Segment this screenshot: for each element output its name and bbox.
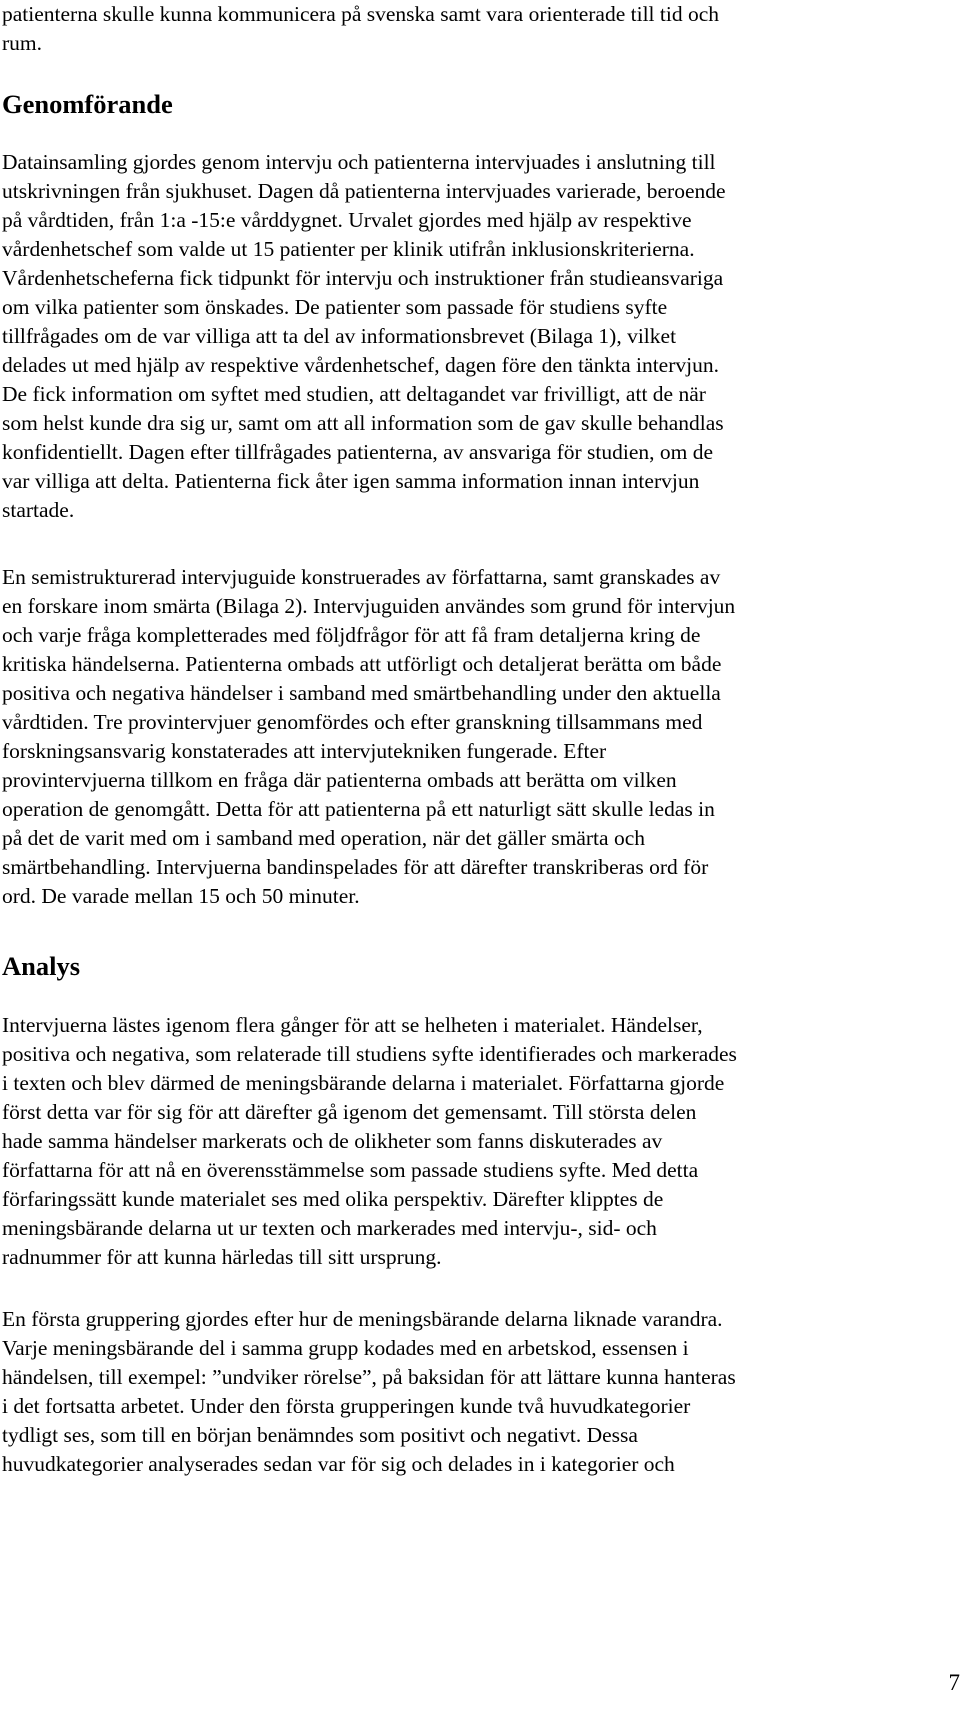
text-line: vårdenhetschef som valde ut 15 patienter per klinik utifrån inklusionskriterierna. bbox=[2, 237, 695, 261]
text-line: Varje meningsbärande del i samma grupp kodades med en arbetskod, essensen i bbox=[2, 1336, 689, 1360]
text-line: rum. bbox=[2, 31, 43, 55]
text-line: huvudkategorier analyserades sedan var för sig och delades in i kategorier och bbox=[2, 1452, 675, 1476]
section-heading-analys: Analys bbox=[2, 951, 81, 981]
text-line: förfaringssätt kunde materialet ses med olika perspektiv. Därefter klipptes de bbox=[2, 1187, 664, 1211]
text-line: operation de genomgått. Detta för att patienterna på ett naturligt sätt skulle ledas in bbox=[2, 797, 715, 821]
text-line: var villiga att delta. Patienterna fick åter igen samma information innan intervjun bbox=[2, 469, 700, 493]
text-line: först detta var för sig för att därefter gå igenom det gemensamt. Till största delen bbox=[2, 1100, 697, 1124]
text-line: tydligt ses, som till en början benämndes som positivt och negativt. Dessa bbox=[2, 1423, 638, 1447]
section-heading-genomforande: Genomförande bbox=[2, 89, 173, 119]
text-line: författarna för att nå en överensstämmelse som passade studiens syfte. Med detta bbox=[2, 1158, 699, 1182]
text-line: Vårdenhetscheferna fick tidpunkt för intervju och instruktioner från studieansvariga bbox=[2, 266, 724, 290]
text-line: delades ut med hjälp av respektive vårdenhetschef, dagen före den tänkta intervjun. bbox=[2, 353, 719, 377]
text-line: forskningsansvarig konstaterades att intervjutekniken fungerade. Efter bbox=[2, 739, 607, 763]
text-line: på det de varit med om i samband med operation, när det gäller smärta och bbox=[2, 826, 645, 850]
text-line: patienterna skulle kunna kommunicera på svenska samt vara orienterade till tid och bbox=[2, 2, 720, 26]
text-line: i texten och blev därmed de meningsbärande delarna i materialet. Författarna gjorde bbox=[2, 1071, 725, 1095]
text-line: En semistrukturerad intervjuguide konstruerades av författarna, samt granskades av bbox=[2, 565, 721, 589]
text-line: Datainsamling gjordes genom intervju och patienterna intervjuades i anslutning till bbox=[2, 150, 716, 174]
text-line: De fick information om syftet med studien, att deltagandet var frivilligt, att de när bbox=[2, 382, 706, 406]
text-line: händelsen, till exempel: ”undviker rörelse”, på baksidan för att lättare kunna hanteras bbox=[2, 1365, 736, 1389]
text-line: vårdtiden. Tre provintervjuer genomfördes och efter granskning tillsammans med bbox=[2, 710, 703, 734]
text-line: i det fortsatta arbetet. Under den första grupperingen kunde två huvudkategorier bbox=[2, 1394, 691, 1418]
text-line: startade. bbox=[2, 498, 75, 522]
text-line: på vårdtiden, från 1:a -15:e vårddygnet. Urvalet gjordes med hjälp av respektive bbox=[2, 208, 692, 232]
text-line: om vilka patienter som önskades. De patienter som passade för studiens syfte bbox=[2, 295, 668, 319]
text-line: kritiska händelserna. Patienterna ombads att utförligt och detaljerat berätta om både bbox=[2, 652, 722, 676]
text-line: En första gruppering gjordes efter hur de meningsbärande delarna liknade varandra. bbox=[2, 1307, 723, 1331]
text-line: provintervjuerna tillkom en fråga där patienterna ombads att berätta om vilken bbox=[2, 768, 677, 792]
text-line: positiva och negativa, som relaterade till studiens syfte identifierades och markerades bbox=[2, 1042, 737, 1066]
text-line: radnummer för att kunna härledas till sitt ursprung. bbox=[2, 1245, 442, 1269]
text-line: konfidentiellt. Dagen efter tillfrågades patienterna, av ansvariga för studien, om de bbox=[2, 440, 714, 464]
text-line: och varje fråga kompletterades med följdfrågor för att få fram detaljerna kring de bbox=[2, 623, 701, 647]
text-line: meningsbärande delarna ut ur texten och markerades med intervju-, sid- och bbox=[2, 1216, 657, 1240]
page-number: 7 bbox=[948, 1670, 960, 1695]
text-line: hade samma händelser markerats och de olikheter som fanns diskuterades av bbox=[2, 1129, 663, 1153]
text-line: smärtbehandling. Intervjuerna bandinspelades för att därefter transkriberas ord för bbox=[2, 855, 709, 879]
text-line: positiva och negativa händelser i samband med smärtbehandling under den aktuella bbox=[2, 681, 721, 705]
text-line: tillfrågades om de var villiga att ta del av informationsbrevet (Bilaga 1), vilket bbox=[2, 324, 677, 348]
text-line: utskrivningen från sjukhuset. Dagen då patienterna intervjuades varierade, beroende bbox=[2, 179, 726, 203]
text-line: som helst kunde dra sig ur, samt om att all information som de gav skulle behandlas bbox=[2, 411, 724, 435]
text-line: ord. De varade mellan 15 och 50 minuter. bbox=[2, 884, 360, 908]
text-line: en forskare inom smärta (Bilaga 2). Intervjuguiden användes som grund för intervjun bbox=[2, 594, 736, 618]
text-line: Intervjuerna lästes igenom flera gånger för att se helheten i materialet. Händelser, bbox=[2, 1013, 703, 1037]
